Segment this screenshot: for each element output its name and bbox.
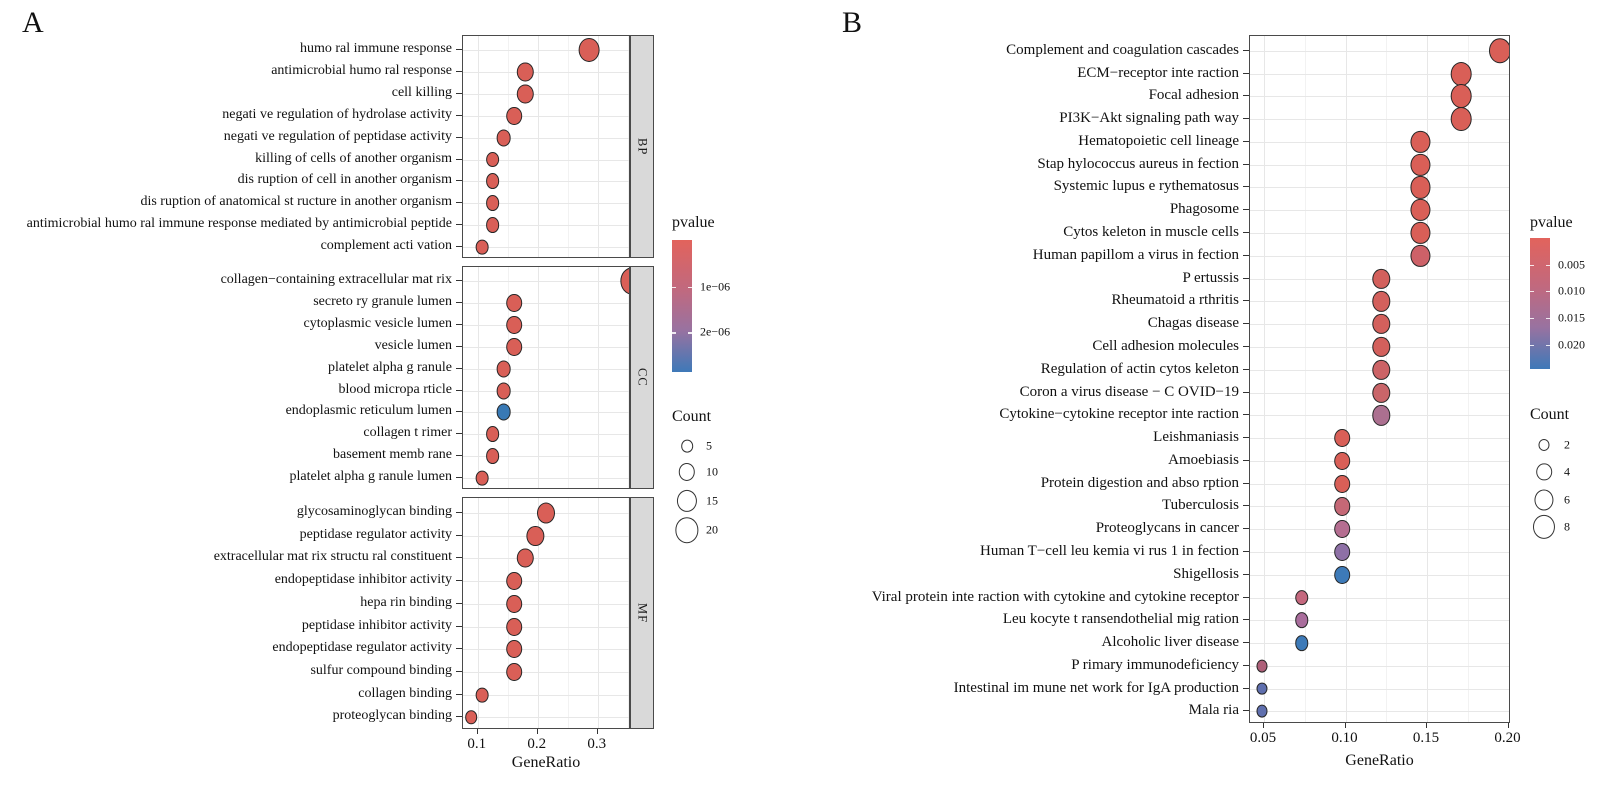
- y-gridline: [1250, 233, 1510, 234]
- y-tick: [456, 390, 462, 391]
- term-label: Tuberculosis: [1162, 497, 1239, 514]
- y-tick: [1243, 323, 1249, 324]
- y-tick: [456, 648, 462, 649]
- term-dot: [507, 338, 523, 356]
- y-gridline: [463, 672, 630, 673]
- y-tick: [456, 433, 462, 434]
- term-dot: [1257, 682, 1268, 695]
- count-legend-label: 20: [706, 522, 718, 537]
- facet-strip-label: BP: [635, 137, 650, 156]
- x-tick-label: 0.2: [527, 736, 547, 752]
- y-tick: [1243, 528, 1249, 529]
- count-legend-label: 6: [1564, 492, 1570, 507]
- term-dot: [496, 404, 511, 421]
- term-label: dis ruption of anatomical st ructure in another organism: [140, 194, 452, 210]
- term-label: peptidase inhibitor activity: [301, 617, 452, 633]
- y-gridline: [463, 94, 630, 95]
- y-gridline: [463, 116, 630, 117]
- term-label: cell killing: [391, 84, 452, 100]
- term-label: blood micropa rticle: [338, 381, 452, 397]
- y-tick: [456, 455, 462, 456]
- term-label: endoplasmic reticulum lumen: [285, 403, 452, 419]
- x-axis-title: GeneRatio: [511, 754, 581, 771]
- term-label: Chagas disease: [1147, 315, 1239, 332]
- count-legend-circle: [1538, 439, 1549, 451]
- term-dot: [476, 687, 489, 702]
- term-dot: [517, 63, 533, 82]
- y-gridline: [463, 281, 630, 282]
- facet-strip: [630, 266, 654, 489]
- term-dot: [507, 640, 523, 658]
- term-dot: [496, 129, 511, 146]
- y-gridline: [463, 369, 630, 370]
- plot-panel: [462, 497, 630, 729]
- y-tick: [1243, 619, 1249, 620]
- term-label: endopeptidase regulator activity: [272, 640, 452, 656]
- term-dot: [486, 152, 500, 168]
- term-dot: [1334, 475, 1350, 493]
- y-tick: [456, 93, 462, 94]
- term-label: endopeptidase inhibitor activity: [274, 572, 452, 588]
- count-legend-label: 5: [706, 438, 712, 453]
- term-label: Cytos keleton in muscle cells: [1063, 224, 1239, 241]
- y-tick: [456, 324, 462, 325]
- y-gridline: [1250, 689, 1510, 690]
- pvalue-tick-mark: [1546, 291, 1550, 293]
- facet-strip: [630, 497, 654, 729]
- term-label: Alcoholic liver disease: [1101, 634, 1239, 651]
- facet-strip-label: MF: [635, 602, 650, 624]
- term-dot: [476, 471, 489, 486]
- y-tick: [1243, 392, 1249, 393]
- y-tick: [456, 535, 462, 536]
- y-tick: [1243, 141, 1249, 142]
- y-tick: [456, 159, 462, 160]
- term-label: extracellular mat rix structu ral constituent: [213, 549, 452, 565]
- term-label: proteoglycan binding: [332, 708, 452, 724]
- pvalue-gradient-bar: [1530, 238, 1550, 369]
- term-label: Rheumatoid a rthritis: [1111, 292, 1239, 309]
- x-tick-label: 0.20: [1494, 730, 1521, 746]
- pvalue-tick-mark: [1530, 318, 1534, 320]
- y-tick: [1243, 437, 1249, 438]
- term-label: collagen binding: [358, 685, 452, 701]
- term-label: Intestinal im mune net work for IgA production: [953, 679, 1239, 696]
- pvalue-tick-label: 2e−06: [700, 324, 731, 339]
- count-legend-label: 8: [1564, 519, 1570, 534]
- y-tick: [456, 302, 462, 303]
- term-dot: [1334, 452, 1350, 470]
- term-label: complement acti vation: [320, 237, 452, 253]
- term-label: peptidase regulator activity: [299, 526, 452, 542]
- term-dot: [486, 426, 500, 442]
- y-gridline: [463, 536, 630, 537]
- term-label: Focal adhesion: [1148, 87, 1239, 104]
- y-gridline: [1250, 142, 1510, 143]
- pvalue-tick-mark: [1546, 318, 1550, 320]
- y-gridline: [463, 72, 630, 73]
- term-dot: [1373, 382, 1390, 402]
- term-label: hepa rin binding: [360, 594, 452, 610]
- term-dot: [1334, 543, 1350, 561]
- count-legend-label: 10: [706, 464, 718, 479]
- y-gridline: [1250, 598, 1510, 599]
- term-label: collagen−containing extracellular mat rix: [220, 272, 452, 288]
- term-dot: [486, 195, 500, 211]
- x-tick: [537, 729, 538, 734]
- pvalue-tick-label: 0.015: [1558, 310, 1585, 325]
- count-legend-circle: [1533, 515, 1555, 539]
- y-gridline: [463, 649, 630, 650]
- y-gridline: [463, 347, 630, 348]
- y-tick: [1243, 505, 1249, 506]
- term-dot: [1295, 613, 1309, 629]
- y-tick: [1243, 118, 1249, 119]
- y-gridline: [463, 325, 630, 326]
- y-gridline: [1250, 210, 1510, 211]
- pvalue-legend-title: pvalue: [1530, 214, 1573, 231]
- y-tick: [456, 180, 462, 181]
- term-label: platelet alpha g ranule: [328, 359, 452, 375]
- y-tick: [456, 694, 462, 695]
- term-dot: [496, 360, 511, 377]
- y-gridline: [1250, 620, 1510, 621]
- term-dot: [527, 526, 544, 546]
- term-label: Proteoglycans in cancer: [1095, 520, 1239, 537]
- pvalue-tick-label: 0.020: [1558, 337, 1585, 351]
- y-tick: [1243, 278, 1249, 279]
- term-label: Viral protein inte raction with cytokine and cytokine receptor: [871, 588, 1239, 605]
- y-tick: [456, 580, 462, 581]
- y-tick: [456, 346, 462, 347]
- term-label: platelet alpha g ranule lumen: [289, 468, 452, 484]
- y-tick: [1243, 369, 1249, 370]
- y-tick: [456, 671, 462, 672]
- y-gridline: [463, 717, 630, 718]
- term-label: cytoplasmic vesicle lumen: [303, 315, 452, 331]
- y-tick: [1243, 688, 1249, 689]
- y-tick: [456, 137, 462, 138]
- y-tick: [1243, 164, 1249, 165]
- plot-panel: [462, 266, 630, 489]
- y-tick: [456, 512, 462, 513]
- term-dot: [1295, 635, 1309, 651]
- term-label: Hematopoietic cell lineage: [1078, 132, 1239, 149]
- pvalue-tick-mark: [1546, 265, 1550, 267]
- y-tick: [1243, 642, 1249, 643]
- term-dot: [1373, 337, 1390, 357]
- term-label: Protein digestion and abso rption: [1040, 474, 1239, 491]
- y-tick: [1243, 574, 1249, 575]
- y-gridline: [1250, 461, 1510, 462]
- panel-a-letter: A: [22, 6, 45, 39]
- term-dot: [537, 502, 555, 523]
- term-label: secreto ry granule lumen: [313, 294, 452, 310]
- x-tick-label: 0.3: [587, 736, 607, 752]
- y-gridline: [463, 138, 630, 139]
- term-dot: [517, 549, 533, 568]
- term-dot: [1257, 660, 1268, 673]
- term-dot: [507, 663, 523, 681]
- term-dot: [476, 240, 489, 255]
- x-tick-label: 0.10: [1331, 730, 1358, 746]
- pvalue-tick-label: 1e−06: [700, 279, 731, 294]
- y-tick: [456, 716, 462, 717]
- y-tick: [456, 477, 462, 478]
- term-label: antimicrobial humo ral response: [271, 63, 452, 79]
- term-dot: [507, 107, 523, 125]
- term-dot: [1451, 62, 1472, 86]
- term-label: Phagosome: [1169, 201, 1239, 218]
- x-tick-label: 0.1: [467, 736, 487, 752]
- term-dot: [465, 711, 477, 724]
- count-legend-circle: [677, 490, 697, 512]
- term-dot: [620, 268, 630, 295]
- count-legend-label: 2: [1564, 437, 1570, 452]
- y-tick: [1243, 232, 1249, 233]
- pvalue-tick-label: 0.010: [1558, 283, 1585, 298]
- y-gridline: [1250, 506, 1510, 507]
- term-label: sulfur compound binding: [310, 663, 452, 678]
- pvalue-tick-mark: [1546, 345, 1550, 347]
- count-legend-circle: [679, 463, 695, 481]
- pvalue-tick-label: 0.005: [1558, 257, 1585, 272]
- facet-strip-label: CC: [635, 368, 650, 387]
- term-dot: [1373, 314, 1390, 334]
- y-tick: [1243, 483, 1249, 484]
- y-tick: [1243, 460, 1249, 461]
- term-label: vesicle lumen: [374, 337, 452, 353]
- term-dot: [507, 572, 523, 590]
- y-tick: [1243, 300, 1249, 301]
- term-label: humo ral immune response: [299, 41, 452, 57]
- count-legend-circle: [1536, 463, 1552, 480]
- y-gridline: [1250, 643, 1510, 644]
- x-tick-label: 0.05: [1249, 730, 1277, 746]
- y-tick: [1243, 551, 1249, 552]
- y-gridline: [463, 604, 630, 605]
- term-dot: [579, 38, 600, 62]
- x-tick: [1426, 723, 1427, 728]
- y-gridline: [1250, 711, 1510, 712]
- y-gridline: [1250, 187, 1510, 188]
- term-dot: [1451, 107, 1472, 131]
- term-dot: [1334, 497, 1350, 515]
- y-gridline: [463, 627, 630, 628]
- y-gridline: [463, 581, 630, 582]
- pvalue-tick-mark: [688, 332, 692, 334]
- term-dot: [1373, 405, 1390, 425]
- term-dot: [1257, 705, 1268, 718]
- term-dot: [1295, 590, 1309, 606]
- y-tick: [456, 71, 462, 72]
- term-label: P ertussis: [1182, 269, 1239, 286]
- y-gridline: [1250, 438, 1510, 439]
- y-tick: [1243, 665, 1249, 666]
- plot-panel: [1249, 35, 1510, 723]
- y-gridline: [1250, 666, 1510, 667]
- count-legend-circle: [1534, 489, 1553, 510]
- y-gridline: [1250, 51, 1510, 52]
- y-gridline: [1250, 575, 1510, 576]
- x-tick: [1345, 723, 1346, 728]
- y-tick: [1243, 414, 1249, 415]
- count-legend-label: 4: [1564, 464, 1570, 479]
- term-label: PI3K−Akt signaling path way: [1059, 110, 1239, 127]
- term-label: basement memb rane: [333, 447, 452, 463]
- pvalue-tick-mark: [672, 287, 676, 289]
- term-label: Human papillom a virus in fection: [1032, 246, 1239, 263]
- term-label: Systemic lupus e rythematosus: [1053, 178, 1239, 195]
- term-dot: [507, 294, 523, 312]
- term-dot: [1334, 566, 1350, 584]
- y-tick: [456, 202, 462, 203]
- pvalue-tick-mark: [1530, 265, 1534, 267]
- term-dot: [1373, 269, 1390, 289]
- y-tick: [456, 115, 462, 116]
- x-tick: [1508, 723, 1509, 728]
- x-tick-label: 0.15: [1412, 730, 1440, 746]
- term-dot: [1373, 291, 1390, 311]
- term-label: negati ve regulation of hydrolase activity: [222, 106, 452, 122]
- y-gridline: [1250, 529, 1510, 530]
- term-label: glycosaminoglycan binding: [296, 503, 452, 519]
- term-dot: [1334, 429, 1350, 447]
- term-dot: [1373, 360, 1390, 380]
- plot-panel: [462, 35, 630, 258]
- term-dot: [507, 316, 523, 334]
- term-label: P rimary immunodeficiency: [1071, 656, 1239, 673]
- y-tick: [456, 49, 462, 50]
- y-tick: [1243, 50, 1249, 51]
- pvalue-tick-mark: [1530, 291, 1534, 293]
- term-dot: [1451, 84, 1472, 108]
- pvalue-tick-mark: [672, 332, 676, 334]
- term-label: Mala ria: [1188, 702, 1239, 719]
- pvalue-gradient-bar: [672, 240, 692, 372]
- term-label: dis ruption of cell in another organism: [237, 172, 452, 188]
- y-tick: [456, 224, 462, 225]
- y-tick: [1243, 95, 1249, 96]
- term-label: Complement and coagulation cascades: [1006, 41, 1239, 58]
- term-dot: [507, 595, 523, 613]
- y-gridline: [1250, 484, 1510, 485]
- y-tick: [1243, 73, 1249, 74]
- term-label: Cell adhesion molecules: [1092, 337, 1239, 354]
- term-dot: [517, 84, 533, 103]
- count-legend-title: Count: [672, 408, 712, 425]
- term-label: Human T−cell leu kemia vi rus 1 in fection: [980, 543, 1239, 559]
- y-gridline: [1250, 165, 1510, 166]
- y-gridline: [1250, 552, 1510, 553]
- y-tick: [456, 280, 462, 281]
- y-gridline: [463, 50, 630, 51]
- y-tick: [456, 557, 462, 558]
- term-label: ECM−receptor inte raction: [1077, 64, 1239, 81]
- pvalue-tick-mark: [1530, 345, 1534, 347]
- pvalue-tick-mark: [688, 287, 692, 289]
- term-dot: [1489, 38, 1510, 64]
- count-legend-circle: [675, 517, 698, 543]
- panel-b-letter: B: [842, 6, 864, 39]
- y-tick: [1243, 597, 1249, 598]
- term-label: negati ve regulation of peptidase activity: [223, 128, 452, 144]
- term-label: Leishmaniasis: [1153, 429, 1239, 446]
- term-dot: [486, 217, 500, 233]
- term-label: antimicrobial humo ral immune response mediated by antimicrobial peptide: [26, 216, 452, 232]
- y-tick: [1243, 186, 1249, 187]
- y-tick: [456, 411, 462, 412]
- y-tick: [1243, 209, 1249, 210]
- y-tick: [1243, 346, 1249, 347]
- y-tick: [456, 368, 462, 369]
- count-legend-circle: [681, 440, 693, 453]
- pvalue-legend-title: pvalue: [672, 214, 715, 231]
- y-gridline: [463, 303, 630, 304]
- term-dot: [486, 448, 500, 464]
- y-tick: [456, 626, 462, 627]
- term-label: Leu kocyte t ransendothelial mig ration: [1002, 611, 1239, 628]
- term-dot: [1334, 520, 1350, 538]
- term-label: killing of cells of another organism: [255, 150, 452, 166]
- term-label: Amoebiasis: [1168, 451, 1239, 468]
- y-gridline: [463, 558, 630, 559]
- x-tick: [477, 729, 478, 734]
- y-tick: [456, 603, 462, 604]
- term-dot: [486, 173, 500, 189]
- term-label: collagen t rimer: [363, 425, 452, 441]
- term-dot: [507, 617, 523, 635]
- term-dot: [496, 382, 511, 399]
- y-gridline: [463, 412, 630, 413]
- x-tick: [597, 729, 598, 734]
- term-label: Coron a virus disease − C OVID−19: [1019, 383, 1239, 400]
- count-legend-label: 15: [706, 493, 718, 508]
- x-tick: [1263, 723, 1264, 728]
- term-label: Regulation of actin cytos keleton: [1040, 360, 1239, 377]
- y-gridline: [1250, 256, 1510, 257]
- facet-strip: [630, 35, 654, 258]
- term-label: Cytokine−cytokine receptor inte raction: [999, 406, 1239, 423]
- x-axis-title: GeneRatio: [1345, 752, 1414, 769]
- y-tick: [1243, 710, 1249, 711]
- y-gridline: [463, 391, 630, 392]
- count-legend-title: Count: [1530, 406, 1570, 423]
- y-tick: [456, 246, 462, 247]
- y-tick: [1243, 255, 1249, 256]
- term-label: Shigellosis: [1173, 565, 1239, 582]
- term-label: Stap hylococcus aureus in fection: [1037, 155, 1239, 172]
